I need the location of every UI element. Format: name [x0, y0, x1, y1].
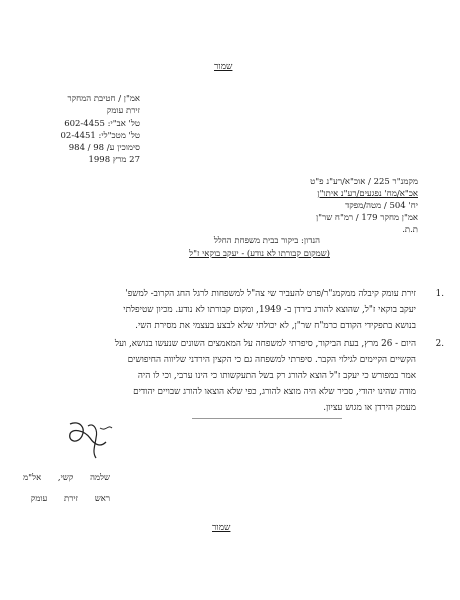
recipient-line: מקמנ"ר 225 / אוכ"א/רע"נ פ"ט	[310, 177, 418, 187]
scan-artifact-line	[192, 418, 342, 419]
handwritten-signature	[60, 418, 120, 462]
sender-line-date: 27 מרץ 1998	[88, 155, 140, 165]
sender-line-reference: סימוכין ע/ 98 / 984	[68, 143, 140, 153]
paragraph-line: הקשיים הקיימים לגילוי הקבר. סיפרתי למשפחה גם כי הקצין הירדני שליווה החיפושים	[127, 355, 416, 365]
paragraph-line: מודה שהינו יהודי, סביר שלא היה מוצא להורג, כפי שלא הוצאו להורג שבויים יהודים	[133, 387, 416, 397]
paragraph-line: יעקב בוקאי ז"ל, שהוצא להורג בירדן ב- 1949, ומקום קבורתו לא נודע. מכיון שטיפלתי	[123, 305, 416, 315]
subject-line: הנדון: ביקור בבית משפחת החלל	[213, 236, 320, 246]
sender-line-unit: אמ"ן / חטיבת המחקר	[67, 94, 140, 104]
sender-line-arena: זירת עומק	[106, 106, 140, 116]
paragraph-line: בנושא בתפקידי הקודם כרמ"ח שר"ן, לא יכולתי שלא לבצע בעצמי את מסירת השי.	[135, 321, 416, 331]
paragraph-number: 1.	[435, 289, 444, 299]
subject-line-detail: (שמקום קבורתו לא נודע) - יעקב בוקאי ז"ל	[189, 249, 330, 259]
recipient-line: אכ"א/מח' נפגעים/רע"נ איתו"ן	[317, 189, 418, 199]
sender-line-phone-military: טל' אב"י: 602-4455	[64, 119, 140, 129]
recipient-line: אמ"ן מחקר 179 / רמ"ח שר"ן	[315, 213, 418, 223]
sender-line-phone-staff: טל' מטכ"לי: 02-4451	[60, 131, 140, 141]
signatory-title: ראש זירת עומק	[30, 494, 110, 504]
signatory-name: שלמה קשי, אל"מ	[23, 473, 110, 483]
paragraph-number: 2.	[435, 339, 444, 349]
paragraph-line: היום - 26 מרץ, בעת הביקור, סיפרתי למשפחה על המאמצים השונים שנעשו בנושא, ועל	[114, 339, 416, 349]
classification-bottom: שמור	[212, 523, 231, 533]
recipient-line: יח' 504 / מטה/מפקד	[345, 201, 418, 211]
recipient-line-info: ת.ת.	[402, 225, 418, 235]
classification-top: שמור	[214, 62, 233, 72]
paragraph-line: זירת עומק קיבלה ממקמנ"ר/פרט להעביר שי צה"ל למשפחות לרגל החג הקרוב- למשפ'	[125, 289, 416, 299]
paragraph-line: מעמק הירדן או מגוש עציון.	[323, 403, 416, 413]
paragraph-line: אמר במפורש כי יעקב ז"ל הוצא להורג רק בשל התעקשותו כי הינו ערבי, וכי לו היה	[137, 371, 416, 381]
